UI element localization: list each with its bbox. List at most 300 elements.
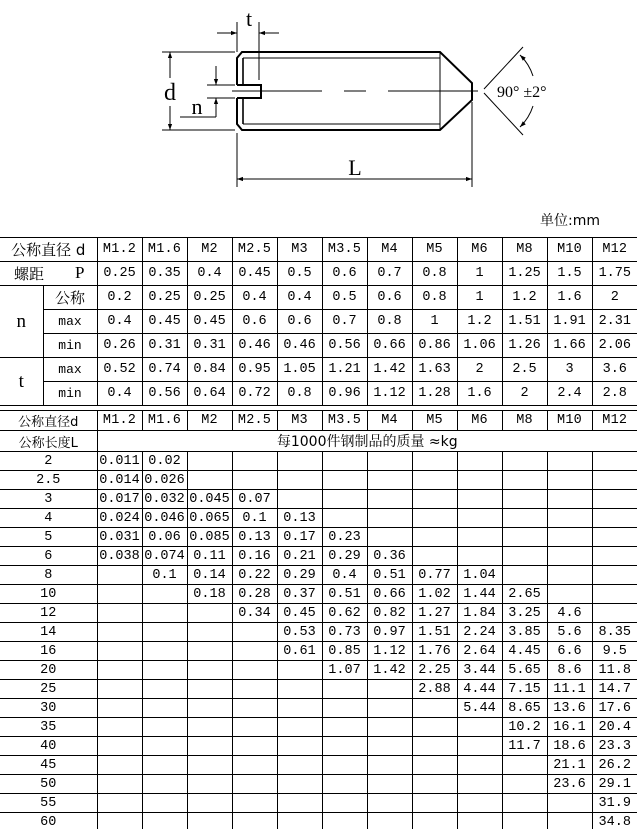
- length-cell: 14: [0, 623, 97, 642]
- value-cell: [502, 566, 547, 585]
- value-cell: 0.045: [187, 490, 232, 509]
- value-cell: [187, 471, 232, 490]
- value-cell: 5.65: [502, 661, 547, 680]
- value-cell: 0.024: [97, 509, 142, 528]
- value-cell: 0.56: [322, 334, 367, 358]
- value-cell: [502, 490, 547, 509]
- label-L: L: [348, 155, 362, 180]
- value-cell: 1.75: [592, 262, 637, 286]
- value-cell: 0.074: [142, 547, 187, 566]
- value-cell: 0.26: [97, 334, 142, 358]
- value-cell: [367, 490, 412, 509]
- length-cell: 55: [0, 794, 97, 813]
- value-cell: [547, 471, 592, 490]
- value-cell: 17.6: [592, 699, 637, 718]
- value-cell: [142, 642, 187, 661]
- value-cell: [547, 566, 592, 585]
- pitch-label-cell: [0, 262, 97, 286]
- value-cell: 0.85: [322, 642, 367, 661]
- value-cell: 1.5: [547, 262, 592, 286]
- length-cell: 20: [0, 661, 97, 680]
- value-cell: [502, 509, 547, 528]
- value-cell: [547, 490, 592, 509]
- length-cell: 6: [0, 547, 97, 566]
- value-cell: 1.91: [547, 310, 592, 334]
- value-cell: [412, 471, 457, 490]
- value-cell: [277, 718, 322, 737]
- value-cell: 1.25: [502, 262, 547, 286]
- value-cell: [142, 680, 187, 699]
- value-cell: 0.28: [232, 585, 277, 604]
- value-cell: [412, 452, 457, 471]
- value-cell: 3: [547, 358, 592, 382]
- slotted-set-screw-cone-point-drawing: [0, 0, 637, 205]
- value-cell: 0.25: [187, 286, 232, 310]
- value-cell: [592, 528, 637, 547]
- size-header: M3.5: [322, 411, 367, 431]
- table-row: [0, 718, 637, 737]
- value-cell: [367, 528, 412, 547]
- value-cell: 0.45: [187, 310, 232, 334]
- value-cell: 0.8: [367, 310, 412, 334]
- value-cell: 0.4: [277, 286, 322, 310]
- value-cell: [322, 775, 367, 794]
- value-cell: [97, 737, 142, 756]
- value-cell: 1.05: [277, 358, 322, 382]
- value-cell: [457, 775, 502, 794]
- value-cell: 0.84: [187, 358, 232, 382]
- size-header: M3: [277, 238, 322, 262]
- n-row: [0, 334, 637, 358]
- value-cell: [547, 813, 592, 829]
- value-cell: 2.5: [502, 358, 547, 382]
- length-cell: 2: [0, 452, 97, 471]
- length-cell: 25: [0, 680, 97, 699]
- value-cell: 0.18: [187, 585, 232, 604]
- value-cell: [592, 547, 637, 566]
- nominal-diameter-label: 公称直径 d: [0, 238, 97, 262]
- pitch-label: 螺距: [14, 265, 45, 283]
- pitch-symbol: P: [75, 263, 85, 282]
- value-cell: [187, 661, 232, 680]
- value-cell: 0.7: [322, 310, 367, 334]
- value-cell: 1: [412, 310, 457, 334]
- value-cell: 2.8: [592, 382, 637, 406]
- size-header: M2.5: [232, 411, 277, 431]
- value-cell: [412, 490, 457, 509]
- length-cell: 60: [0, 813, 97, 829]
- size-header: M2: [187, 238, 232, 262]
- value-cell: [547, 509, 592, 528]
- value-cell: [412, 528, 457, 547]
- t-group-label: t: [0, 358, 43, 406]
- value-cell: [187, 737, 232, 756]
- value-cell: 1.76: [412, 642, 457, 661]
- value-cell: 13.6: [547, 699, 592, 718]
- caption-row: [0, 431, 637, 452]
- value-cell: 0.13: [232, 528, 277, 547]
- value-cell: [97, 604, 142, 623]
- size-header: M1.6: [142, 238, 187, 262]
- value-cell: [277, 756, 322, 775]
- value-cell: 0.62: [322, 604, 367, 623]
- value-cell: 1.42: [367, 358, 412, 382]
- value-cell: 8.6: [547, 661, 592, 680]
- value-cell: 1: [457, 286, 502, 310]
- length-cell: 30: [0, 699, 97, 718]
- n-row: [0, 286, 637, 310]
- value-cell: [142, 718, 187, 737]
- size-header: M4: [367, 411, 412, 431]
- value-cell: 2.88: [412, 680, 457, 699]
- t-sub-label: min: [43, 382, 97, 406]
- value-cell: [277, 471, 322, 490]
- value-cell: [187, 794, 232, 813]
- value-cell: 2: [592, 286, 637, 310]
- value-cell: [187, 604, 232, 623]
- value-cell: 0.74: [142, 358, 187, 382]
- table-row: [0, 471, 637, 490]
- value-cell: 5.6: [547, 623, 592, 642]
- value-cell: [547, 452, 592, 471]
- value-cell: 0.14: [187, 566, 232, 585]
- value-cell: 0.46: [232, 334, 277, 358]
- length-cell: 10: [0, 585, 97, 604]
- value-cell: 0.7: [367, 262, 412, 286]
- value-cell: 1.2: [457, 310, 502, 334]
- value-cell: [97, 794, 142, 813]
- table-row: [0, 623, 637, 642]
- size-header: M8: [502, 411, 547, 431]
- value-cell: [277, 775, 322, 794]
- value-cell: [592, 471, 637, 490]
- value-cell: 0.017: [97, 490, 142, 509]
- unit-label: 单位:mm: [540, 213, 600, 229]
- value-cell: 0.4: [322, 566, 367, 585]
- table-row: [0, 642, 637, 661]
- value-cell: 0.8: [277, 382, 322, 406]
- value-cell: 3.25: [502, 604, 547, 623]
- value-cell: [97, 699, 142, 718]
- value-cell: [142, 794, 187, 813]
- value-cell: 0.4: [97, 382, 142, 406]
- table-row: [0, 680, 637, 699]
- value-cell: 0.8: [412, 262, 457, 286]
- value-cell: [97, 623, 142, 642]
- size-header: M6: [457, 238, 502, 262]
- value-cell: 1: [457, 262, 502, 286]
- t-row: [0, 358, 637, 382]
- value-cell: [232, 737, 277, 756]
- value-cell: 4.45: [502, 642, 547, 661]
- value-cell: [367, 452, 412, 471]
- value-cell: 0.16: [232, 547, 277, 566]
- value-cell: 0.25: [142, 286, 187, 310]
- value-cell: [187, 813, 232, 829]
- value-cell: 0.77: [412, 566, 457, 585]
- value-cell: [367, 509, 412, 528]
- size-header: M5: [412, 238, 457, 262]
- table-row: [0, 775, 637, 794]
- value-cell: 1.12: [367, 642, 412, 661]
- value-cell: 8.35: [592, 623, 637, 642]
- value-cell: 0.23: [322, 528, 367, 547]
- table-row: [0, 699, 637, 718]
- value-cell: 0.4: [232, 286, 277, 310]
- size-header: M12: [592, 411, 637, 431]
- value-cell: [232, 699, 277, 718]
- value-cell: [457, 718, 502, 737]
- value-cell: 1.51: [502, 310, 547, 334]
- size-header: M3.5: [322, 238, 367, 262]
- value-cell: 4.44: [457, 680, 502, 699]
- value-cell: [547, 794, 592, 813]
- table-row: [0, 661, 637, 680]
- length-cell: 12: [0, 604, 97, 623]
- value-cell: [457, 547, 502, 566]
- value-cell: 2: [457, 358, 502, 382]
- t-row: [0, 382, 637, 406]
- value-cell: [322, 737, 367, 756]
- value-cell: [367, 737, 412, 756]
- value-cell: [322, 756, 367, 775]
- value-cell: 0.36: [367, 547, 412, 566]
- value-cell: [277, 794, 322, 813]
- value-cell: [277, 452, 322, 471]
- value-cell: 20.4: [592, 718, 637, 737]
- value-cell: 31.9: [592, 794, 637, 813]
- value-cell: 0.45: [232, 262, 277, 286]
- value-cell: 1.26: [502, 334, 547, 358]
- value-cell: [502, 794, 547, 813]
- value-cell: 2.31: [592, 310, 637, 334]
- value-cell: [97, 566, 142, 585]
- table-row: [0, 509, 637, 528]
- value-cell: 0.34: [232, 604, 277, 623]
- table-row: [0, 490, 637, 509]
- value-cell: [232, 756, 277, 775]
- value-cell: 0.4: [97, 310, 142, 334]
- value-cell: [367, 471, 412, 490]
- value-cell: 5.44: [457, 699, 502, 718]
- value-cell: 0.46: [277, 334, 322, 358]
- value-cell: [187, 680, 232, 699]
- label-n: n: [191, 94, 203, 119]
- label-t: t: [245, 6, 253, 31]
- value-cell: 7.15: [502, 680, 547, 699]
- value-cell: 1.02: [412, 585, 457, 604]
- value-cell: 0.51: [367, 566, 412, 585]
- value-cell: [412, 756, 457, 775]
- pitch-label-wrap: [0, 263, 97, 284]
- value-cell: 0.046: [142, 509, 187, 528]
- value-cell: [97, 642, 142, 661]
- value-cell: 2.65: [502, 585, 547, 604]
- table-row: [0, 547, 637, 566]
- value-cell: 0.51: [322, 585, 367, 604]
- value-cell: 1.6: [547, 286, 592, 310]
- value-cell: [232, 661, 277, 680]
- size-header: M10: [547, 238, 592, 262]
- value-cell: [187, 699, 232, 718]
- value-cell: 1.66: [547, 334, 592, 358]
- value-cell: [187, 452, 232, 471]
- value-cell: 1.84: [457, 604, 502, 623]
- nominal-length-label: 公称长度L: [0, 431, 97, 452]
- value-cell: [142, 699, 187, 718]
- length-cell: 3: [0, 490, 97, 509]
- size-header: M5: [412, 411, 457, 431]
- size-header: M4: [367, 238, 412, 262]
- value-cell: 0.5: [322, 286, 367, 310]
- value-cell: [97, 680, 142, 699]
- value-cell: 0.61: [277, 642, 322, 661]
- value-cell: [322, 718, 367, 737]
- value-cell: 8.65: [502, 699, 547, 718]
- value-cell: 11.7: [502, 737, 547, 756]
- value-cell: [187, 718, 232, 737]
- value-cell: [367, 756, 412, 775]
- value-cell: 0.02: [142, 452, 187, 471]
- size-header: M1.2: [97, 411, 142, 431]
- value-cell: [412, 718, 457, 737]
- value-cell: 0.25: [97, 262, 142, 286]
- value-cell: 23.3: [592, 737, 637, 756]
- value-cell: [592, 566, 637, 585]
- value-cell: [97, 585, 142, 604]
- value-cell: 0.1: [232, 509, 277, 528]
- value-cell: 0.014: [97, 471, 142, 490]
- value-cell: [232, 680, 277, 699]
- size-header: M8: [502, 238, 547, 262]
- value-cell: [232, 471, 277, 490]
- value-cell: [142, 661, 187, 680]
- value-cell: [322, 509, 367, 528]
- value-cell: [457, 528, 502, 547]
- value-cell: [142, 623, 187, 642]
- size-header: M1.6: [142, 411, 187, 431]
- value-cell: [457, 794, 502, 813]
- value-cell: [142, 737, 187, 756]
- value-cell: [457, 452, 502, 471]
- table-row: [0, 452, 637, 471]
- value-cell: [592, 585, 637, 604]
- value-cell: 34.8: [592, 813, 637, 829]
- value-cell: 0.22: [232, 566, 277, 585]
- size-header: M2.5: [232, 238, 277, 262]
- value-cell: 0.73: [322, 623, 367, 642]
- size-header-row: [0, 411, 637, 431]
- length-cell: 45: [0, 756, 97, 775]
- value-cell: [232, 642, 277, 661]
- value-cell: 0.96: [322, 382, 367, 406]
- table-row: [0, 756, 637, 775]
- value-cell: 0.29: [322, 547, 367, 566]
- value-cell: 0.45: [277, 604, 322, 623]
- value-cell: [502, 452, 547, 471]
- value-cell: 0.37: [277, 585, 322, 604]
- n-sub-label: min: [43, 334, 97, 358]
- value-cell: 0.032: [142, 490, 187, 509]
- value-cell: [187, 623, 232, 642]
- value-cell: 0.6: [277, 310, 322, 334]
- table-row: [0, 737, 637, 756]
- length-cell: 40: [0, 737, 97, 756]
- value-cell: [412, 699, 457, 718]
- value-cell: [457, 471, 502, 490]
- value-cell: 0.2: [97, 286, 142, 310]
- value-cell: 0.1: [142, 566, 187, 585]
- length-cell: 2.5: [0, 471, 97, 490]
- value-cell: 21.1: [547, 756, 592, 775]
- value-cell: [277, 661, 322, 680]
- value-cell: [502, 756, 547, 775]
- size-header: M10: [547, 411, 592, 431]
- value-cell: 11.1: [547, 680, 592, 699]
- value-cell: [457, 737, 502, 756]
- value-cell: 0.64: [187, 382, 232, 406]
- value-cell: [592, 490, 637, 509]
- value-cell: 11.8: [592, 661, 637, 680]
- value-cell: 18.6: [547, 737, 592, 756]
- value-cell: [502, 775, 547, 794]
- value-cell: 4.6: [547, 604, 592, 623]
- value-cell: [187, 756, 232, 775]
- value-cell: 0.35: [142, 262, 187, 286]
- value-cell: [457, 490, 502, 509]
- value-cell: [277, 813, 322, 829]
- value-cell: [367, 699, 412, 718]
- value-cell: 0.95: [232, 358, 277, 382]
- value-cell: 0.13: [277, 509, 322, 528]
- value-cell: 0.52: [97, 358, 142, 382]
- value-cell: 0.66: [367, 334, 412, 358]
- value-cell: [277, 680, 322, 699]
- value-cell: [412, 813, 457, 829]
- value-cell: 0.4: [187, 262, 232, 286]
- table-row: [0, 528, 637, 547]
- value-cell: [412, 775, 457, 794]
- value-cell: [322, 813, 367, 829]
- value-cell: [367, 775, 412, 794]
- value-cell: [502, 528, 547, 547]
- value-cell: 0.82: [367, 604, 412, 623]
- value-cell: 26.2: [592, 756, 637, 775]
- size-header: M1.2: [97, 238, 142, 262]
- value-cell: 0.17: [277, 528, 322, 547]
- value-cell: [367, 794, 412, 813]
- value-cell: [547, 547, 592, 566]
- value-cell: 0.5: [277, 262, 322, 286]
- value-cell: 1.51: [412, 623, 457, 642]
- value-cell: [322, 680, 367, 699]
- value-cell: 0.026: [142, 471, 187, 490]
- value-cell: [322, 471, 367, 490]
- value-cell: 0.66: [367, 585, 412, 604]
- value-cell: [187, 642, 232, 661]
- value-cell: 0.011: [97, 452, 142, 471]
- value-cell: 2: [502, 382, 547, 406]
- value-cell: [142, 604, 187, 623]
- mass-table: [0, 410, 637, 829]
- value-cell: 1.42: [367, 661, 412, 680]
- value-cell: 0.6: [322, 262, 367, 286]
- size-header: M3: [277, 411, 322, 431]
- value-cell: [232, 775, 277, 794]
- length-cell: 8: [0, 566, 97, 585]
- value-cell: 1.44: [457, 585, 502, 604]
- value-cell: [412, 509, 457, 528]
